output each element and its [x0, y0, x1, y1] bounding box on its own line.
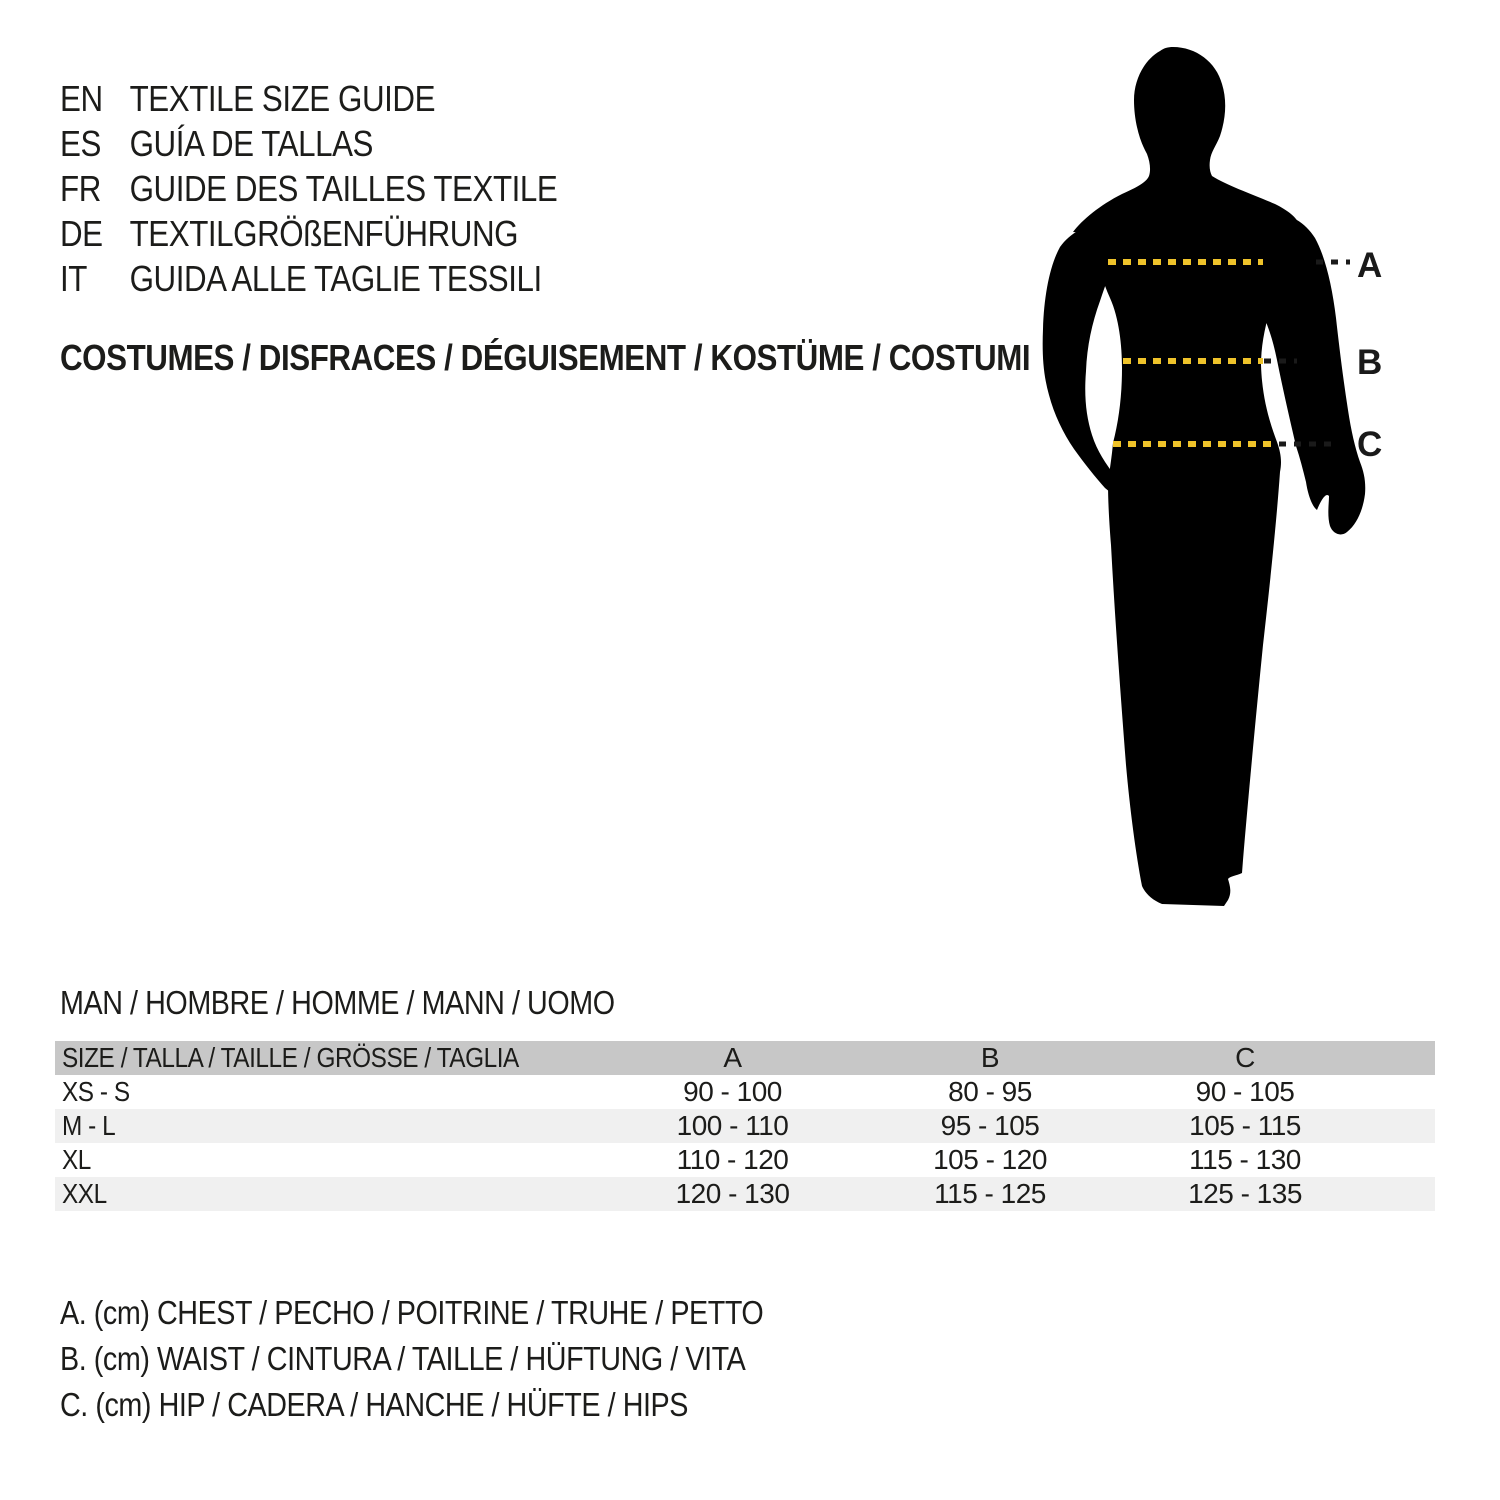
- size-cell: [55, 1177, 605, 1211]
- size-table-header-size: [55, 1041, 605, 1075]
- size-table-header-size-text: SIZE / TALLA / TAILLE / GRÖSSE / TAGLIA: [61, 1042, 519, 1073]
- language-row: [60, 211, 557, 256]
- language-code: DE: [60, 212, 103, 254]
- size-cell-text: M - L: [61, 1110, 116, 1141]
- legend-chest: A. (cm) CHEST / PECHO / POITRINE / TRUHE / PETTO: [60, 1294, 764, 1331]
- language-row: [60, 76, 557, 121]
- section-title-man: MAN / HOMBRE / HOMME / MANN / UOMO: [60, 984, 615, 1021]
- language-code: FR: [60, 167, 101, 209]
- spare-cell: [1370, 1109, 1435, 1143]
- language-title: TEXTILGRÖßENFÜHRUNG: [129, 212, 519, 254]
- size-table-header-c: C: [1235, 1042, 1255, 1073]
- size-cell-text: XXL: [61, 1178, 107, 1209]
- measurement-legend: [60, 1290, 868, 1428]
- spare-cell: [1370, 1177, 1435, 1211]
- legend-hip: C. (cm) HIP / CADERA / HANCHE / HÜFTE / HIPS: [60, 1386, 688, 1423]
- size-cell-text: XS - S: [61, 1076, 130, 1107]
- size-table: [55, 1041, 1435, 1211]
- value-cell-c: 125 - 135: [1188, 1178, 1302, 1209]
- value-cell-a: 110 - 120: [676, 1144, 789, 1175]
- language-title: GUIDE DES TAILLES TEXTILE: [129, 167, 558, 209]
- spare-cell: [1370, 1075, 1435, 1109]
- language-row: [60, 121, 557, 166]
- table-row-xxl: [55, 1177, 1435, 1211]
- language-code: EN: [60, 77, 103, 119]
- table-row-xl: [55, 1143, 1435, 1177]
- language-title: GUÍA DE TALLAS: [129, 122, 374, 164]
- size-cell: [55, 1143, 605, 1177]
- value-cell-b: 95 - 105: [940, 1110, 1040, 1141]
- waist-label-b: B: [1357, 343, 1383, 382]
- size-table-header-row: [55, 1041, 1435, 1075]
- value-cell-c: 115 - 130: [1189, 1144, 1301, 1175]
- category-line: COSTUMES / DISFRACES / DÉGUISEMENT / KOSTÜME / COSTUMI: [60, 337, 1031, 378]
- man-silhouette-figure: [1035, 45, 1395, 915]
- value-cell-c: 90 - 105: [1195, 1076, 1295, 1107]
- value-cell-b: 115 - 125: [934, 1178, 1046, 1209]
- value-cell-b: 105 - 120: [933, 1144, 1047, 1175]
- language-row: [60, 166, 557, 211]
- value-cell-a: 90 - 100: [683, 1076, 782, 1107]
- size-table-header-b: B: [980, 1042, 1000, 1073]
- table-row-m-l: [55, 1109, 1435, 1143]
- value-cell-b: 80 - 95: [948, 1076, 1032, 1107]
- chest-label-a: A: [1357, 246, 1383, 285]
- size-cell-text: XL: [61, 1144, 91, 1175]
- language-code: ES: [60, 122, 101, 164]
- language-title: TEXTILE SIZE GUIDE: [129, 77, 436, 119]
- size-cell: [55, 1109, 605, 1143]
- spare-cell: [1370, 1143, 1435, 1177]
- language-title-list: [60, 76, 632, 301]
- value-cell-a: 100 - 110: [676, 1110, 789, 1141]
- value-cell-a: 120 - 130: [675, 1178, 790, 1209]
- hip-label-c: C: [1357, 425, 1383, 464]
- language-code: IT: [60, 257, 87, 299]
- language-row: [60, 256, 557, 301]
- value-cell-c: 105 - 115: [1189, 1110, 1301, 1141]
- legend-waist: B. (cm) WAIST / CINTURA / TAILLE / HÜFTUNG / VITA: [60, 1340, 746, 1377]
- size-table-header-a: A: [723, 1042, 742, 1073]
- table-row-xs-s: [55, 1075, 1435, 1109]
- language-title: GUIDA ALLE TAGLIE TESSILI: [129, 257, 542, 299]
- size-cell: [55, 1075, 605, 1109]
- size-table-header-spare: [1370, 1041, 1435, 1075]
